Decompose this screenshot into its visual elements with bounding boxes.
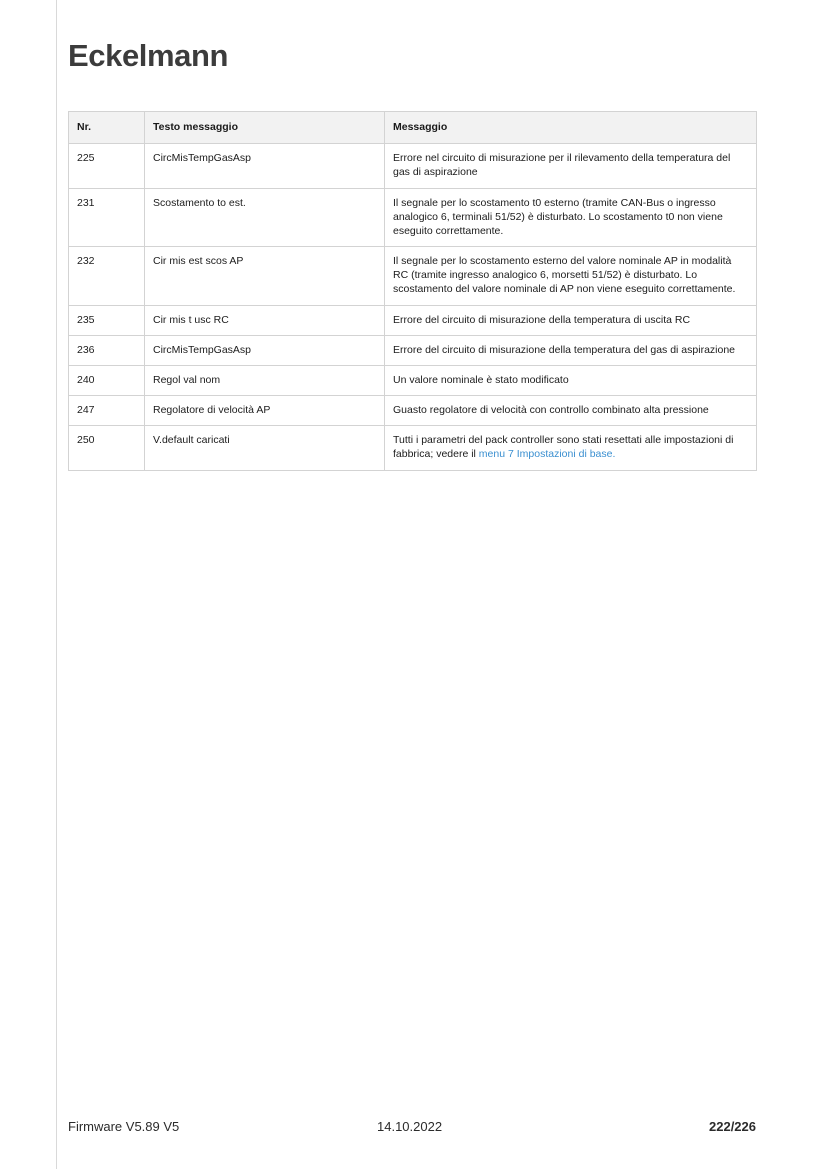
cell-message-text: Cir mis est scos AP [145,247,385,306]
column-header-message: Messaggio [385,112,757,144]
alarm-message-table [68,111,757,471]
cell-message: Errore del circuito di misurazione della temperatura di uscita RC [385,305,757,335]
cell-message: Errore del circuito di misurazione della temperatura del gas di aspirazione [385,335,757,365]
footer-firmware-version: Firmware V5.89 V5 [68,1119,180,1134]
cell-nr: 235 [69,305,145,335]
column-header-nr: Nr. [69,112,145,144]
cell-message: Il segnale per lo scostamento t0 esterno (tramite CAN-Bus o ingresso analogico 6, terminali 51/52) è disturbato. Lo scostamento t0 non viene eseguito correttamente. [385,188,757,247]
table-row [69,305,757,335]
page-footer [0,1119,827,1149]
cell-nr: 225 [69,144,145,188]
page-left-rule [56,0,57,1169]
cell-message-text: Regolatore di velocità AP [145,396,385,426]
table-row [69,365,757,395]
cell-nr: 236 [69,335,145,365]
cell-message-prefix: Tutti i parametri del pack controller sono stati resettati alle impostazioni di fabbrica; vedere il [393,434,734,461]
cell-message-text: Scostamento to est. [145,188,385,247]
table-header-row [69,112,757,144]
table-row [69,247,757,306]
table-row [69,396,757,426]
cell-message [385,426,757,470]
cell-message-text: CircMisTempGasAsp [145,335,385,365]
table-row [69,426,757,470]
footer-page-number: 222/226 [709,1119,756,1134]
cell-nr: 247 [69,396,145,426]
cell-nr: 232 [69,247,145,306]
column-header-message-text: Testo messaggio [145,112,385,144]
table-row [69,188,757,247]
cell-nr: 250 [69,426,145,470]
cell-message-text: Regol val nom [145,365,385,395]
cell-message: Un valore nominale è stato modificato [385,365,757,395]
cell-message: Errore nel circuito di misurazione per il rilevamento della temperatura del gas di aspirazione [385,144,757,188]
cell-message: Il segnale per lo scostamento esterno del valore nominale AP in modalità RC (tramite ingresso analogico 6, morsetti 51/52) è disturbato. Lo scostamento del valore nominale di AP non viene eseguito correttamente. [385,247,757,306]
cell-message-text: CircMisTempGasAsp [145,144,385,188]
footer-date: 14.10.2022 [377,1119,443,1134]
table-row [69,144,757,188]
table-row [69,335,757,365]
menu-7-basic-settings-link[interactable]: menu 7 Impostazioni di base. [478,448,616,461]
brand-logo: Eckelmann [68,38,229,73]
cell-message-text: V.default caricati [145,426,385,470]
cell-message: Guasto regolatore di velocità con controllo combinato alta pressione [385,396,757,426]
cell-message-text: Cir mis t usc RC [145,305,385,335]
cell-nr: 231 [69,188,145,247]
cell-nr: 240 [69,365,145,395]
